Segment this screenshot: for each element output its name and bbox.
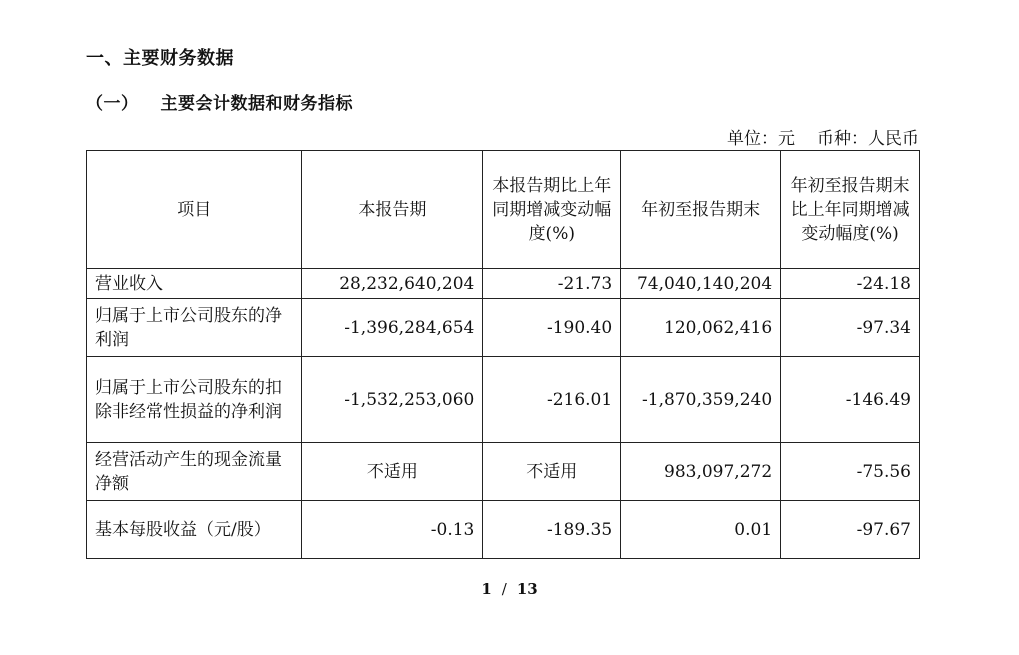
cell-value: 不适用 [483,443,621,501]
page-separator: / [501,580,507,598]
cell-value: -1,870,359,240 [621,357,781,443]
subsection-heading [86,89,353,114]
col-header-current-change: 本报告期比上年同期增减变动幅度(%) [483,151,621,269]
row-label: 基本每股收益（元/股） [87,501,302,559]
cell-value: 983,097,272 [621,443,781,501]
col-header-current-period: 本报告期 [302,151,483,269]
cell-value: -21.73 [483,269,621,299]
table-header-row [87,151,920,269]
col-header-item: 项目 [87,151,302,269]
financial-data-table [86,150,920,559]
col-header-ytd-change: 年初至报告期末比上年同期增减变动幅度(%) [781,151,920,269]
cell-value: -75.56 [781,443,920,501]
table-row [87,501,920,559]
table-row [87,269,920,299]
cell-value: 0.01 [621,501,781,559]
row-label: 归属于上市公司股东的净利润 [87,299,302,357]
row-label: 经营活动产生的现金流量净额 [87,443,302,501]
cell-value: -189.35 [483,501,621,559]
subsection-number: （一） [86,94,139,114]
cell-value: -190.40 [483,299,621,357]
cell-value: -97.67 [781,501,920,559]
cell-value: -97.34 [781,299,920,357]
row-label: 营业收入 [87,269,302,299]
cell-value: -146.49 [781,357,920,443]
cell-value: 不适用 [302,443,483,501]
unit-label: 单位：元 [727,129,795,149]
table-row [87,357,920,443]
cell-value: -0.13 [302,501,483,559]
cell-value: -216.01 [483,357,621,443]
table-row [87,443,920,501]
cell-value: -1,396,284,654 [302,299,483,357]
current-page: 1 [481,580,492,598]
page-number [0,580,1019,598]
col-header-ytd: 年初至报告期末 [621,151,781,269]
section-heading: 一、主要财务数据 [86,48,234,69]
currency-label: 币种：人民币 [817,129,919,149]
cell-value: 74,040,140,204 [621,269,781,299]
row-label: 归属于上市公司股东的扣除非经常性损益的净利润 [87,357,302,443]
total-pages: 13 [516,580,538,598]
cell-value: 120,062,416 [621,299,781,357]
subsection-title: 主要会计数据和财务指标 [160,94,353,114]
table-row [87,299,920,357]
unit-note [727,124,919,149]
cell-value: 28,232,640,204 [302,269,483,299]
cell-value: -24.18 [781,269,920,299]
cell-value: -1,532,253,060 [302,357,483,443]
